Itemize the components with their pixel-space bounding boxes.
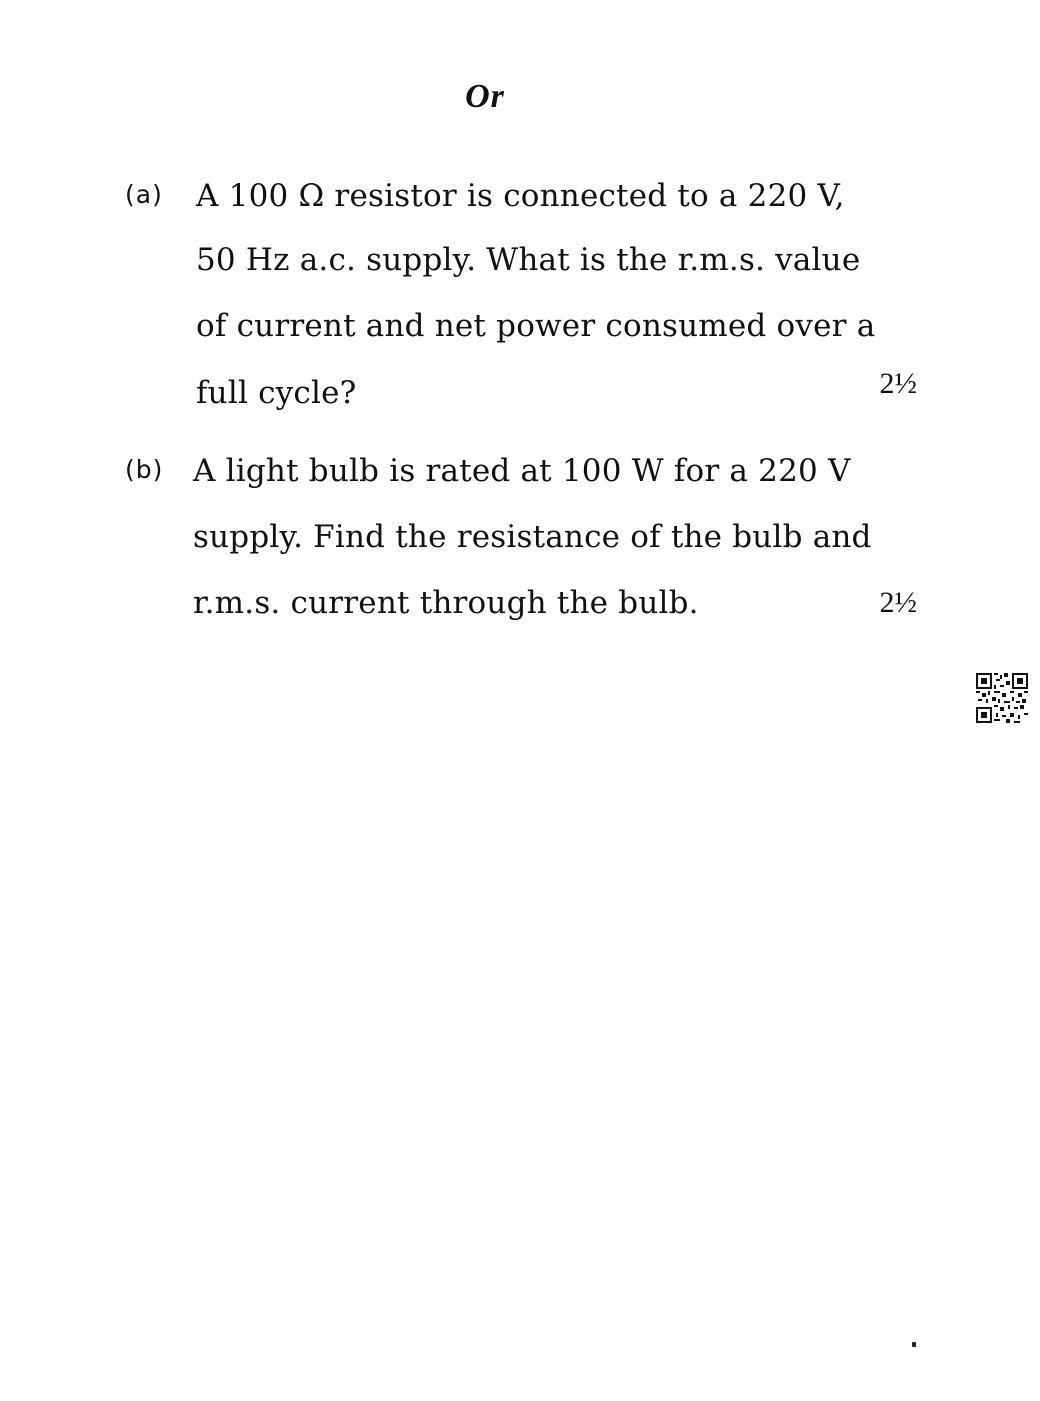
question-a-marks: 2½ [879,367,917,400]
question-b-marks: 2½ [879,586,917,619]
question-b-line-3: r.m.s. current through the bulb. [193,585,699,621]
question-a-line-1: A 100 Ω resistor is connected to a 220 V, [196,178,845,214]
section-heading-or: Or [465,78,505,115]
scan-speck [912,1342,916,1347]
question-b-line-2: supply. Find the resistance of the bulb and [193,519,872,555]
question-a-line-2: 50 Hz a.c. supply. What is the r.m.s. value [196,242,861,278]
question-a-label: (a) [125,180,163,209]
question-b-label: (b) [125,455,164,484]
question-b-line-1: A light bulb is rated at 100 W for a 220 V [193,453,851,489]
question-a-line-4: full cycle? [196,375,357,411]
question-a-line-3: of current and net power consumed over a [196,308,876,344]
qr-code-icon [976,673,1028,723]
